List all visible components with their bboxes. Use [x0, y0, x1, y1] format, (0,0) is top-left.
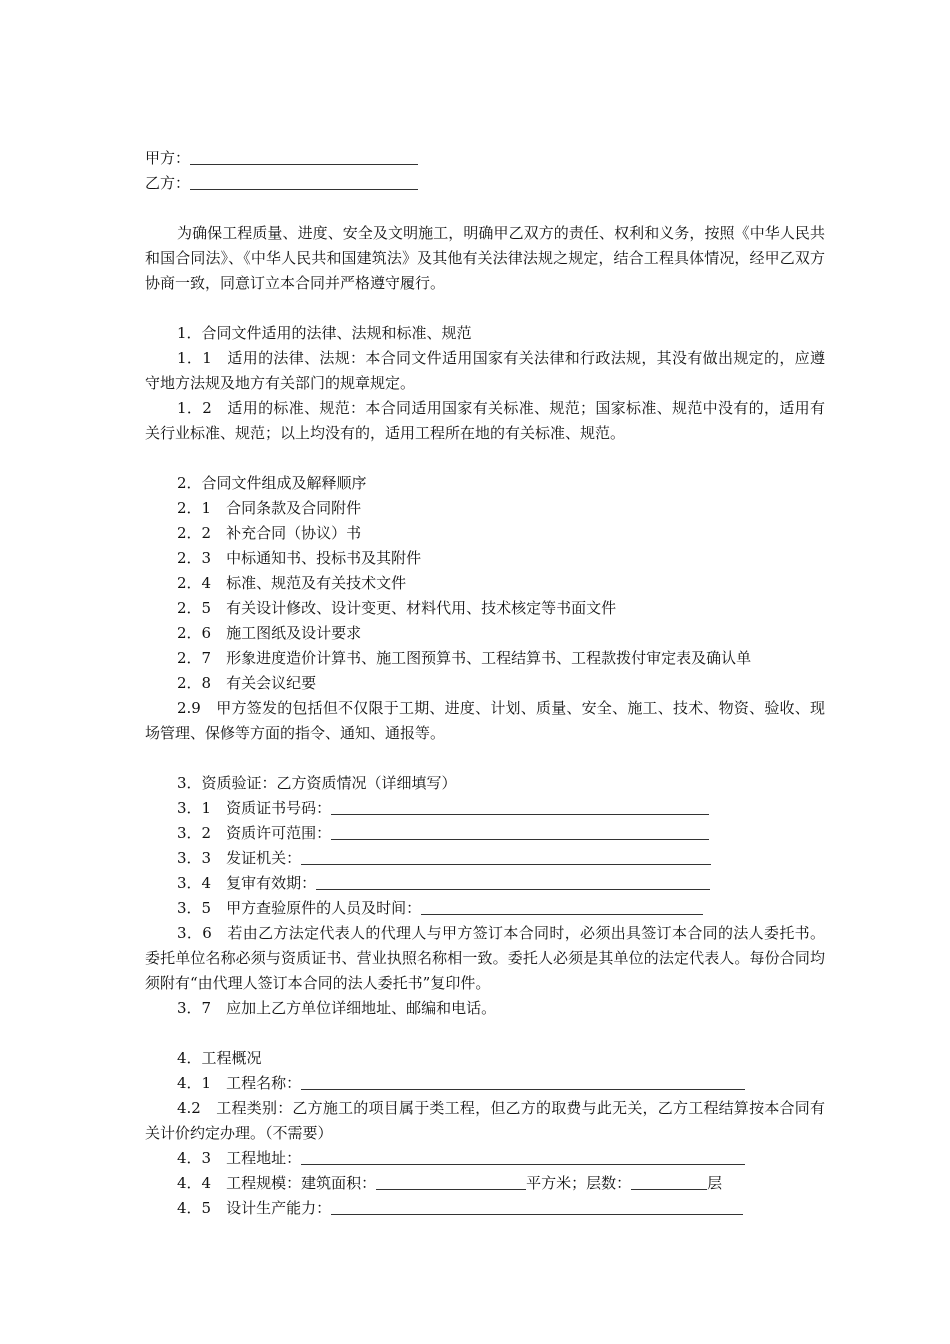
- floor-area-blank[interactable]: [376, 1173, 526, 1190]
- clause-2-4: 2．4 标准、规范及有关技术文件: [177, 574, 407, 592]
- clause-3-7: 3．7 应加上乙方单位详细地址、邮编和电话。: [177, 999, 497, 1017]
- qualification-number-blank[interactable]: [331, 798, 709, 815]
- clause-2-9: 2.9 甲方签发的包括但不仅限于工期、进度、计划、质量、安全、施工、技术、物资、验收、现场管理、保修等方面的指令、通知、通报等。: [145, 699, 825, 742]
- field-4-3: 4．3 工程地址：: [145, 1146, 825, 1171]
- inspector-time-blank[interactable]: [421, 898, 703, 915]
- intro-paragraph: 为确保工程质量、进度、安全及文明施工，明确甲乙双方的责任、权利和义务，按照《中华人民共和国合同法》、《中华人民共和国建筑法》及其他有关法律法规之规定，结合工程具体情况，经甲乙双方协商一致，同意订立本合同并严格遵守履行。: [145, 224, 825, 292]
- section-2-title: 2．合同文件组成及解释顺序: [177, 474, 367, 492]
- field-3-3: 3．3 发证机关：: [145, 846, 825, 871]
- floor-count-blank[interactable]: [631, 1173, 707, 1190]
- section-3-title: 3．资质验证：乙方资质情况（详细填写）: [177, 774, 457, 792]
- field-4-4: 4．4 工程规模：建筑面积： 平方米；层数： 层: [177, 1174, 723, 1192]
- party-b-blank[interactable]: [190, 173, 418, 190]
- clause-2-6: 2．6 施工图纸及设计要求: [177, 624, 362, 642]
- clause-1-2: 1．2 适用的标准、规范：本合同适用国家有关标准、规范；国家标准、规范中没有的，适用有关行业标准、规范；以上均没有的，适用工程所在地的有关标准、规范。: [145, 399, 825, 442]
- field-4-5: 4．5 设计生产能力：: [145, 1196, 825, 1221]
- clause-3-6: 3．6 若由乙方法定代表人的代理人与甲方签订本合同时，必须出具签订本合同的法人委托书。委托单位名称必须与资质证书、营业执照名称相一致。委托人必须是其单位的法定代表人。每份合同均须附有“由代理人签订本合同的法人委托书”复印件。: [145, 924, 825, 992]
- clause-2-5: 2．5 有关设计修改、设计变更、材料代用、技术核定等书面文件: [177, 599, 617, 617]
- section-4-title: 4．工程概况: [177, 1049, 262, 1067]
- contract-body: [145, 146, 825, 1221]
- qualification-scope-blank[interactable]: [331, 823, 709, 840]
- project-address-blank[interactable]: [301, 1148, 745, 1165]
- clause-4-2: 4.2 工程类别：乙方施工的项目属于类工程，但乙方的取费与此无关，乙方工程结算按本合同有关计价约定办理。（不需要）: [145, 1099, 825, 1142]
- clause-2-7: 2．7 形象进度造价计算书、施工图预算书、工程结算书、工程款拨付审定表及确认单: [177, 649, 752, 667]
- clause-2-1: 2．1 合同条款及合同附件: [177, 499, 362, 517]
- party-b-label: 乙方：: [145, 174, 191, 192]
- clause-2-8: 2．8 有关会议纪要: [177, 674, 317, 692]
- field-3-4: 3．4 复审有效期：: [145, 871, 825, 896]
- party-b-line: [145, 171, 825, 196]
- section-1-title: 1．合同文件适用的法律、法规和标准、规范: [177, 324, 472, 342]
- issuing-authority-blank[interactable]: [301, 848, 711, 865]
- party-a-line: [145, 146, 825, 171]
- project-name-blank[interactable]: [301, 1073, 745, 1090]
- clause-2-3: 2．3 中标通知书、投标书及其附件: [177, 549, 422, 567]
- clause-2-2: 2．2 补充合同（协议）书: [177, 524, 362, 542]
- field-3-5: 3．5 甲方查验原件的人员及时间：: [145, 896, 825, 921]
- review-validity-blank[interactable]: [316, 873, 710, 890]
- party-a-blank[interactable]: [190, 148, 418, 165]
- design-capacity-blank[interactable]: [331, 1198, 743, 1215]
- party-a-label: 甲方：: [145, 149, 191, 167]
- field-3-1: 3．1 资质证书号码：: [145, 796, 825, 821]
- clause-1-1: 1．1 适用的法律、法规：本合同文件适用国家有关法律和行政法规，其没有做出规定的，应遵守地方法规及地方有关部门的规章规定。: [145, 349, 825, 392]
- field-3-2: 3．2 资质许可范围：: [145, 821, 825, 846]
- field-4-1: 4．1 工程名称：: [145, 1071, 825, 1096]
